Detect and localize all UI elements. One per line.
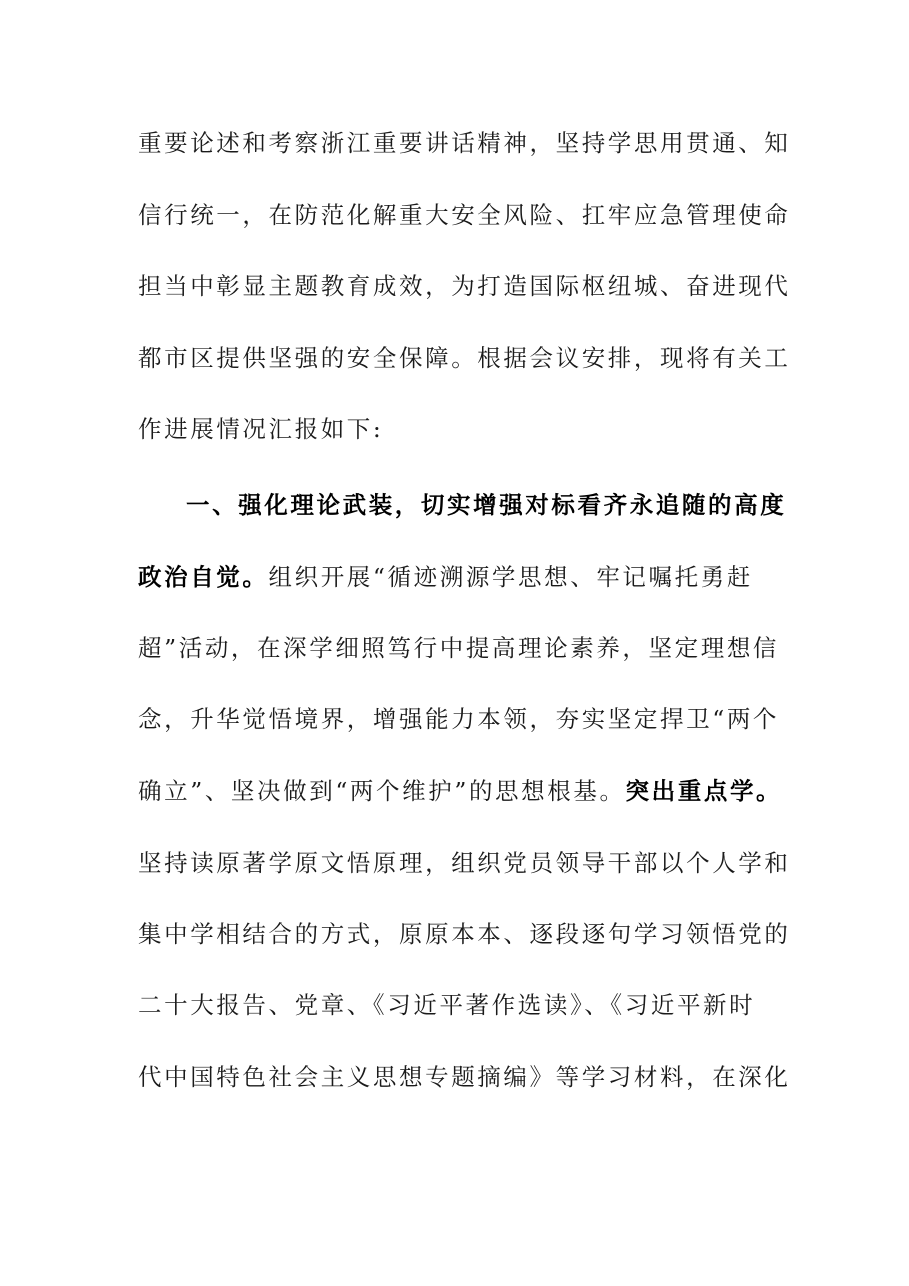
paragraph-line xyxy=(138,1062,791,1092)
section-heading-line xyxy=(186,490,826,520)
paragraph-line xyxy=(138,414,778,444)
text-segment: 组织开展“循迹溯源学思想、牢记嘱托勇赶 xyxy=(268,563,753,591)
text-segment: 念，升华觉悟境界，增强能力本领，夯实坚定捍卫“两个 xyxy=(138,705,780,733)
text-segment: 确立”、坚决做到“两个维护”的思想根基。 xyxy=(138,777,626,805)
paragraph-line xyxy=(138,271,791,301)
text-segment: 信行统一，在防范化解重大安全风险、扛牢应急管理使命 xyxy=(138,201,791,229)
text-segment: 超”活动，在深学细照笃行中提高理论素养，坚定理想信 xyxy=(138,634,780,662)
paragraph-line xyxy=(138,990,778,1020)
paragraph-line xyxy=(138,704,778,734)
paragraph-line xyxy=(138,128,791,158)
section-heading: 一、强化理论武装，切实增强对标看齐永追随的高度 xyxy=(186,491,787,519)
paragraph-line xyxy=(138,919,791,949)
text-segment: 作进展情况汇报如下: xyxy=(138,415,384,443)
paragraph-line xyxy=(138,776,783,806)
paragraph-line xyxy=(138,633,778,663)
paragraph-line xyxy=(138,343,791,373)
text-segment: 代中国特色社会主义思想专题摘编》等学习材料，在深化 xyxy=(138,1063,791,1091)
text-segment: 担当中彰显主题教育成效，为打造国际枢纽城、奋进现代 xyxy=(138,272,791,300)
paragraph-line xyxy=(138,848,791,878)
paragraph-line xyxy=(138,562,778,592)
paragraph-line xyxy=(138,200,791,230)
text-segment: 集中学相结合的方式，原原本本、逐段逐句学习领悟党的 xyxy=(138,920,791,948)
text-segment: 重要论述和考察浙江重要讲话精神，坚持学思用贯通、知 xyxy=(138,129,791,157)
subheading-inline: 突出重点学。 xyxy=(625,777,783,805)
text-segment: 坚持读原著学原文悟原理，组织党员领导干部以个人学和 xyxy=(138,849,791,877)
text-segment: 都市区提供坚强的安全保障。根据会议安排，现将有关工 xyxy=(138,344,791,372)
section-heading-end: 政治自觉。 xyxy=(138,563,269,591)
text-segment: 二十大报告、党章、《习近平著作选读》、《习近平新时 xyxy=(138,991,756,1019)
